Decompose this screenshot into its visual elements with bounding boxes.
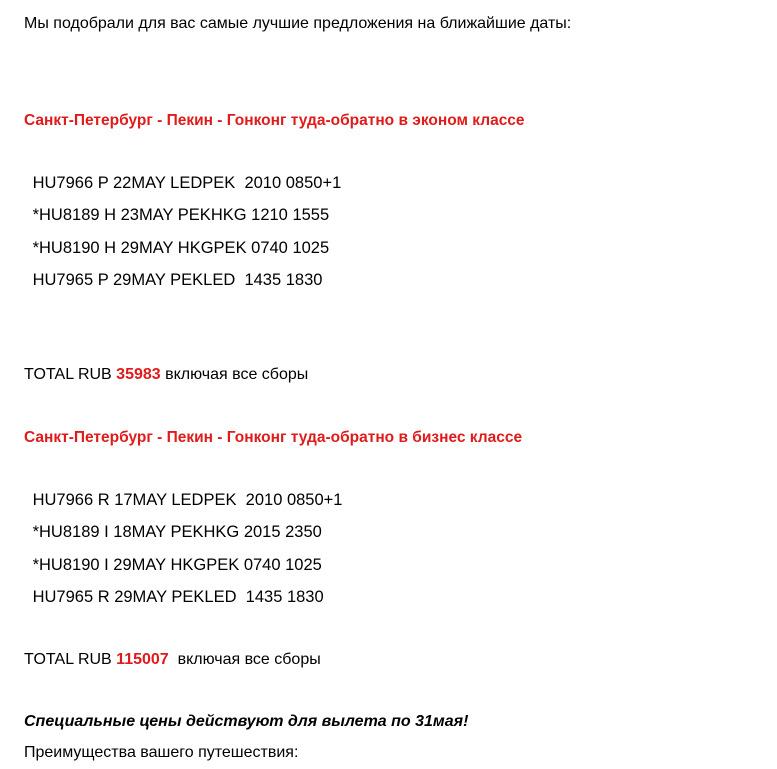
flight-line: *HU8190 I 29MAY HKGPEK 0740 1025 <box>28 556 322 574</box>
offer-economy-heading: Санкт-Петербург - Пекин - Гонконг туда-обратно в эконом классе <box>24 112 525 129</box>
flight-line: HU7965 P 29MAY PEKLED 1435 1830 <box>28 271 323 289</box>
total-suffix: включая все сборы <box>168 651 321 668</box>
flight-line: *HU8189 I 18MAY PEKHKG 2015 2350 <box>28 523 322 541</box>
total-prefix: TOTAL RUB <box>24 651 117 668</box>
total-suffix: включая все сборы <box>160 366 309 383</box>
total-price: 115007 <box>116 651 169 668</box>
total-price: 35983 <box>116 366 161 383</box>
special-offer-note: Специальные цены действуют для вылета по 31мая! <box>24 713 469 730</box>
offer-economy-total <box>24 365 308 385</box>
offer-business-heading: Санкт-Петербург - Пекин - Гонконг туда-обратно в бизнес классе <box>24 429 523 446</box>
flight-line: HU7966 P 22MAY LEDPEK 2010 0850+1 <box>28 174 342 192</box>
offer-business-total <box>24 650 321 670</box>
flight-line: HU7965 R 29MAY PEKLED 1435 1830 <box>28 588 324 606</box>
intro-text: Мы подобрали для вас самые лучшие предложения на ближайшие даты: <box>24 15 572 32</box>
benefits-heading: Преимущества вашего путешествия: <box>24 744 299 761</box>
flight-line: *HU8190 H 29MAY HKGPEK 0740 1025 <box>28 239 330 257</box>
flight-line: *HU8189 H 23MAY PEKHKG 1210 1555 <box>28 206 330 224</box>
total-prefix: TOTAL RUB <box>24 366 117 383</box>
flight-line: HU7966 R 17MAY LEDPEK 2010 0850+1 <box>28 491 343 509</box>
